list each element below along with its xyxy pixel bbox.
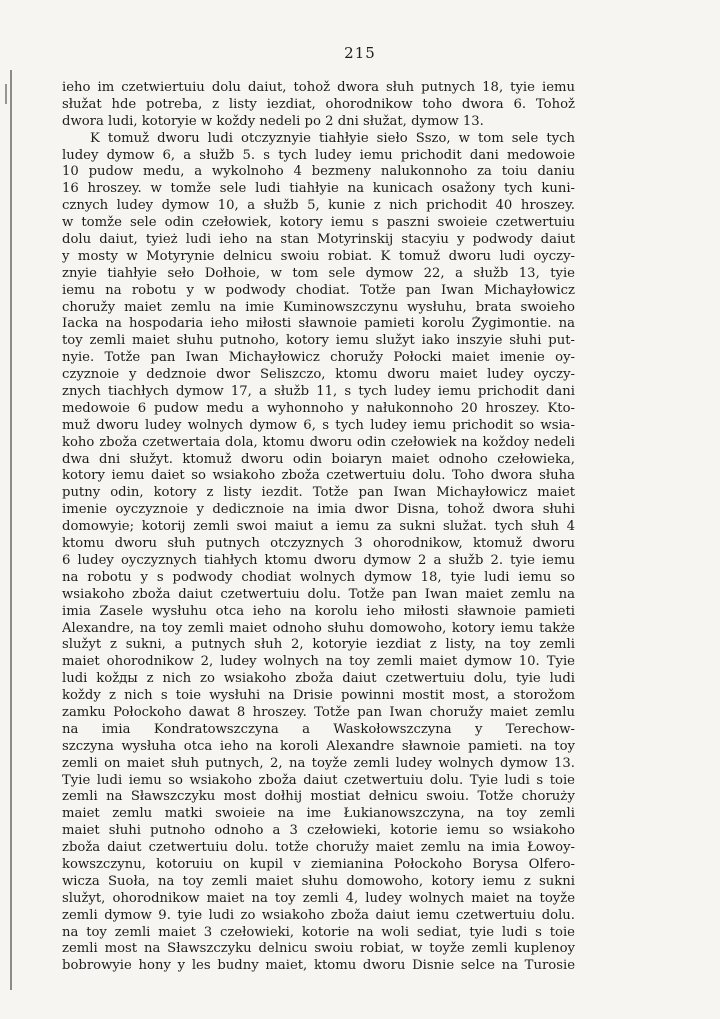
text-line: domowyie; kotorij zemli swoi maiut a iemu za sukni služat. tych słuh 4 [62,519,575,535]
text-line: imenie oyczyznoie y dedicznoie na imia dwor Disna, tohož dwora słuhi [62,502,575,518]
text-line: 16 hroszey. w tomže sele ludi tiahłyie na kunicach osažony tych kuni- [62,181,575,197]
text-line: choružy maiet zemlu na imie Kuminowszczynu wysłuhu, brata swoieho [62,299,575,315]
text-line: koho zboža czetwertaia dola, ktomu dworu odin czełowiek na koždoy nedeli [62,434,575,450]
text-line: na robotu y s podwody chodiat wolnych dymow 18, tyie ludi iemu so [62,569,575,585]
text-line: zamku Połockoho dawat 8 hroszey. Totže pan Iwan choružy maiet zemlu [62,704,575,720]
text-line: Tyie ludi iemu so wsiakoho zboža daiut czetwertuiu dolu. Tyie ludi s toie [62,772,575,788]
text-line: 6 ludey oyczyznych tiahłych ktomu dworu dymow 2 a słužb 2. tyie iemu [62,552,575,568]
text-line: ktomu dworu słuh putnych otczyznych 3 ohorodnikow, ktomuž dworu [62,536,575,552]
text-line: služyt, ohorodnikow maiet na toy zemli 4, ludey wolnych maiet na toyže [62,890,575,906]
page-number: 215 [344,44,376,62]
text-line: maiet zemlu matki swoieie na ime Łukianowszczyna, na toy zemli [62,806,575,822]
text-line: iemu na robotu y w podwody chodiat. Totže pan Iwan Michayłowicz [62,282,575,298]
text-line: zemli on maiet słuh putnych, 2, na toyže zemli ludey wolnych dymow 13. [62,755,575,771]
text-line: Alexandre, na toy zemli maiet odnoho słuhu domowoho, kotory iemu także [62,620,575,636]
text-line: medowoie 6 pudow medu a wyhonnoho y nałukonnoho 20 hroszey. Ktо- [62,400,575,416]
text-line: szczyna wysłuha otca ieho na koroli Alexandre sławnoie pamieti. na toy [62,738,575,754]
text-line: imia Zasele wysłuhu otca ieho na korolu ieho miłosti sławnoie pamieti [62,603,575,619]
left-margin-mark [5,84,13,104]
text-line: ludi kožды z nich zo wsiakoho zboža daiut czetwertuiu dolu, tyie ludi [62,671,575,687]
text-line: dwa dni słužyt. ktomuž dworu odin boiaryn maiet odnoho czełowieka, [62,451,575,467]
text-line: zemli dymow 9. tyie ludi zo wsiakoho zboža daiut iemu czetwertuiu dolu. [62,907,575,923]
text-line: zemli na Sławszczyku most dołhij mostiat dełnicu swoiu. Totže chorużу [62,789,575,805]
text-line: wicza Suoła, na toy zemli maiet słuhu domowoho, kotory iemu z sukni [62,873,575,889]
text-line: toy zemli maiet słuhu putnoho, kotory iemu služyt iako inszyie słuhi put- [62,333,575,349]
text-line: ludey dymow 6, a słužb 5. s tych ludey iemu prichodit dani medowoie [62,147,575,163]
text-line: kowszczynu, kotoruiu on kupil v ziemianina Połockoho Borysa Olfero- [62,856,575,872]
text-line: wsiakoho zboža daiut czetwertuiu dolu. Totže pan Iwan maiet zemlu na [62,586,575,602]
text-line: nyie. Totže pan Iwan Michayłowicz choružy Połocki maiet imenie oy- [62,350,575,366]
text-line: muž dworu ludey wolnych dymow 6, s tych ludey iemu prichodit so wsia- [62,417,575,433]
text-line: 10 pudow medu, a wykolnoho 4 bezmeny nalukonnoho za toiu daniu [62,164,575,180]
text-line: putny odin, kotory z listy iezdit. Totže pan Iwan Michayłowicz maiet [62,485,575,501]
text-line: dwora ludi, kotoryie w koždy nedeli po 2 dni słužat, dymow 13. [62,113,484,129]
text-line: dolu daiut, tyież ludi ieho na stan Motyrinskij stacyiu y podwody daiut [62,232,575,248]
text-line: maiet ohorodnikow 2, ludey wolnych na toy zemli maiet dymow 10. Tyie [62,654,575,670]
text-line: zboža daiut czetwertuiu dolu. totže choružy maiet zemlu na imia Łowoy- [62,840,575,856]
text-line: K tomuž dworu ludi otczyznyie tiahłyie sieło Sszo, w tom sele tych [90,130,575,146]
text-line: znyie tiahłyie sełо Dołhoie, w tom sele dymow 22, a słužb 13, tyie [62,265,575,281]
text-line: zemli most na Sławszczyku delnicu swoiu robiat, w toyže zemli kuplenoy [62,941,575,957]
text-line: słužat hde potreba, z listy iezdiat, ohorodnikow toho dwora 6. Tohož [62,96,575,112]
text-body [62,80,575,975]
text-line: maiet słuhi putnoho odnoho a 3 czełowieki, kotorie iemu so wsiakoho [62,823,575,839]
text-line: koždy z nich s toie wysłuhi na Drisie powinni mostit most, a storožom [62,688,575,704]
text-line: ieho im czetwiertuiu dolu daiut, tohož dwora słuh putnych 18, tyie iemu [62,80,575,95]
left-margin-rule [10,70,12,990]
text-line: cznych ludey dymow 10, a słužb 5, kunie z nich prichodit 40 hroszey. [62,198,575,214]
text-line: bobrowyie hony y les budny maiet, ktomu dworu Disnie selce na Turosie [62,958,575,974]
text-line: y mosty w Motyrynie delnicu swoiu robiat. K tomuž dworu ludi oyczy- [62,248,575,264]
text-line: na toy zemli maiet 3 czełowieki, kotorie na woli sediat, tyie ludi s toie [62,924,575,940]
text-line: Iacka na hospodaria ieho miłosti sławnoie pamieti korolu Žygimontie. na [62,316,575,332]
text-line: czyznoie y dedznoie dwor Seliszczo, ktomu dworu maiet ludey oyczy- [62,367,575,383]
text-line: znych tiachłych dymow 17, a słužb 11, s tych ludey iemu prichodit dani [62,384,575,400]
text-line: kotory iemu daiet so wsiakoho zboža czetwertuiu dolu. Toho dwora słuha [62,468,575,484]
text-line: služyt z sukni, a putnych słuh 2, kotoryie iezdiat z listy, na toy zemli [62,637,575,653]
text-line: w tomže sele odin czełowiek, kotory iemu s paszni swoieie czetwertuiu [62,215,575,231]
text-line: na imia Kondratowszczyna a Waskołowszczyna y Terechow- [62,721,575,737]
